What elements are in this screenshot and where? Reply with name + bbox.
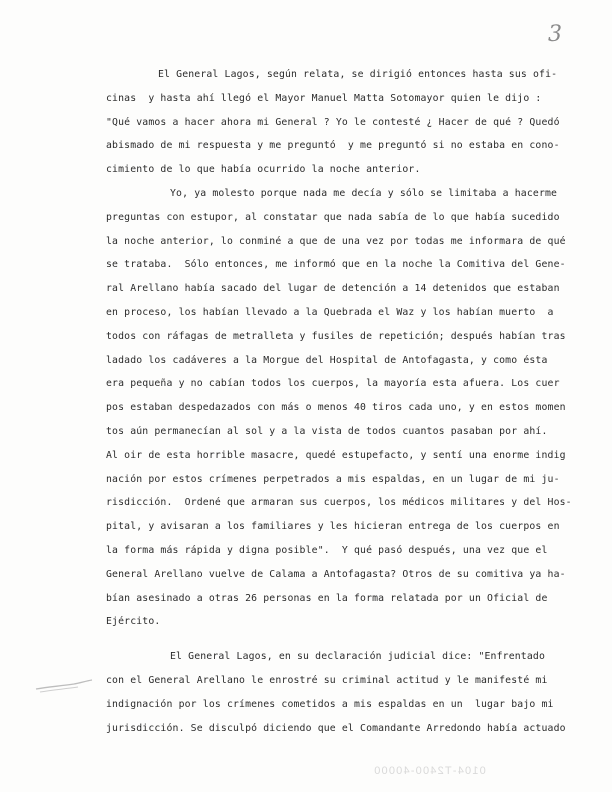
text-line: ral Arellano había sacado del lugar de detención a 14 detenidos que estaban [106, 283, 560, 295]
text-line: El General Lagos, en su declaración judicial dice: "Enfrentado [170, 651, 545, 663]
text-line: era pequeña y no cabían todos los cuerpos, la mayoría esta afuera. Los cuer [106, 378, 560, 390]
text-line: risdicción. Ordené que armaran sus cuerpos, los médicos militares y del Hos- [106, 497, 572, 509]
text-line: ladado los cadáveres a la Morgue del Hospital de Antofagasta, y como ésta [106, 354, 548, 366]
text-line: "Qué vamos a hacer ahora mi General ? Yo le contesté ¿ Hacer de qué ? Quedó [106, 116, 560, 128]
text-line: la forma más rápida y digna posible". Y qué pasó después, una vez que el [106, 544, 548, 556]
text-line: cinas y hasta ahí llegó el Mayor Manuel Matta Sotomayor quien le dijo : [106, 92, 542, 104]
body-text [106, 63, 576, 740]
text-line: nación por estos crímenes perpetrados a mis espaldas, en un lugar de mi ju- [106, 473, 560, 485]
text-line: pos estaban despedazados con más o menos 40 tiros cada uno, y en estos momen [106, 402, 566, 414]
text-line: con el General Arellano le enrostré su criminal actitud y le manifesté mi [106, 674, 548, 686]
text-line: se trataba. Sólo entonces, me informó que en la noche la Comitiva del Gene- [106, 259, 566, 271]
paragraph-2 [106, 182, 576, 634]
text-line: en proceso, los habían llevado a la Quebrada el Waz y los habían muerto a [106, 306, 554, 318]
text-line: Ejército. [106, 616, 161, 628]
text-line: abismado de mi respuesta y me preguntó y me preguntó si no estaba en cono- [106, 140, 560, 152]
paragraph-gap [106, 634, 576, 645]
text-line: pital, y avisaran a los familiares y les hicieran entrega de los cuerpos en [106, 521, 560, 533]
text-line: El General Lagos, según relata, se dirigió entonces hasta sus ofi- [158, 69, 558, 80]
text-line: bían asesinado a otras 26 personas en la forma relatada por un Oficial de [106, 592, 548, 604]
page-number: 3 [548, 22, 562, 47]
pencil-mark-icon [34, 677, 94, 695]
text-line: jurisdicción. Se disculpó diciendo que el Comandante Arredondo había actuado [106, 722, 566, 734]
paragraph-1 [106, 63, 576, 182]
paragraph-3 [106, 645, 576, 740]
text-line: la noche anterior, lo conminé a que de una vez por todas me informara de qué [106, 235, 566, 247]
bleed-through-stamp: 0104-T2400-40000 [373, 765, 486, 777]
text-line: General Arellano vuelve de Calama a Antofagasta? Otros de su comitiva ya ha- [106, 568, 566, 580]
text-line: preguntas con estupor, al constatar que nada sabía de lo que había sucedido [106, 211, 560, 223]
text-line: indignación por los crímenes cometidos a mis espaldas en un lugar bajo mi [106, 698, 554, 710]
text-line: cimiento de lo que había ocurrido la noche anterior. [106, 164, 421, 176]
text-line: Yo, ya molesto porque nada me decía y sólo se limitaba a hacerme [170, 187, 558, 199]
text-line: tos aún permanecían al sol y a la vista de todos cuantos pasaban por ahí. [106, 425, 548, 437]
text-line: todos con ráfagas de metralleta y fusiles de repetición; después habían tras [106, 330, 566, 342]
text-line: Al oir de esta horrible masacre, quedé estupefacto, y sentí una enorme indig [106, 449, 566, 461]
